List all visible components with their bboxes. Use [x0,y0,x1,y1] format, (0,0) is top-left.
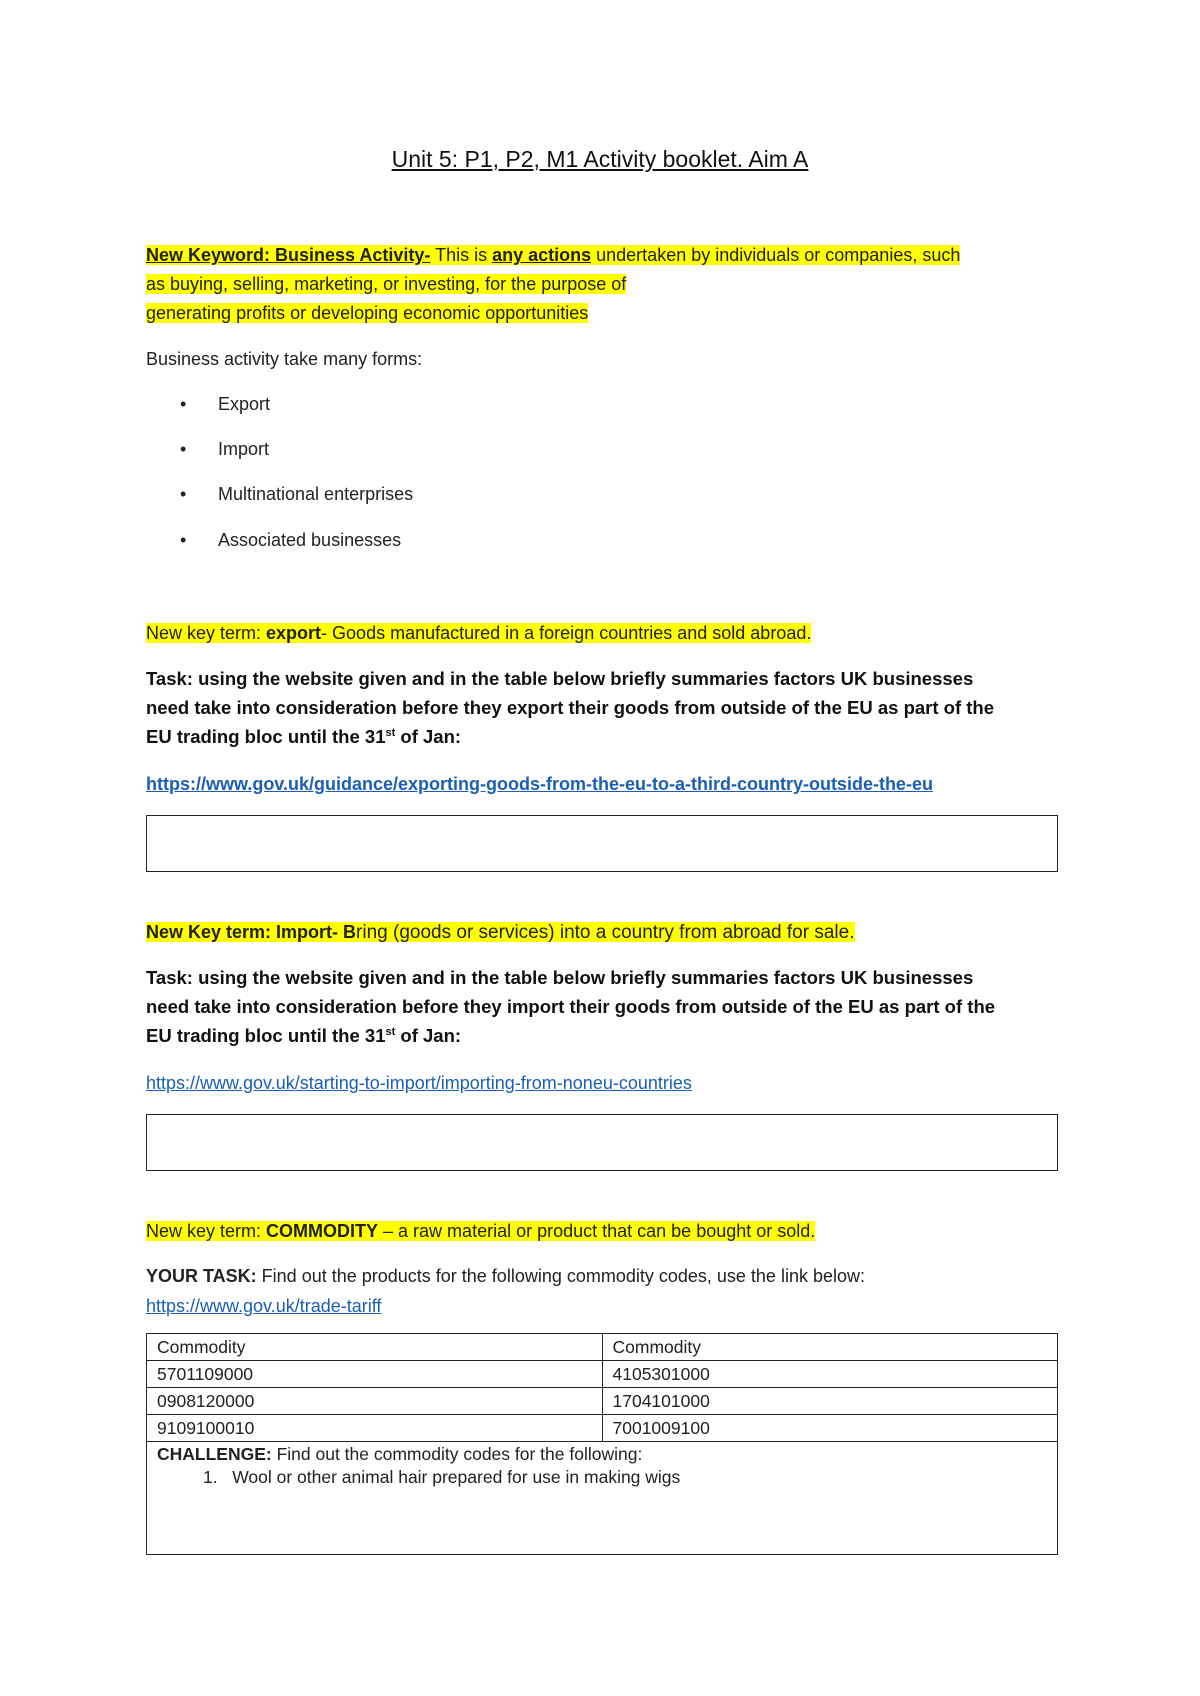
table-cell[interactable]: 4105301000 [602,1361,1058,1388]
table-header-cell: Commodity [602,1334,1058,1361]
table-cell[interactable]: 7001009100 [602,1415,1058,1442]
import-term: New Key term: Import- B [146,922,357,942]
import-task: Task: using the website given and in the table below briefly summaries factors UK businesses need take into consideration before they import their goods from outside of the EU as part of the EU trading bloc until the 31st of Jan: [146,967,996,1046]
export-term: export [266,623,322,643]
import-answer-box[interactable] [146,1114,1058,1171]
table-cell[interactable]: 9109100010 [147,1415,603,1442]
bullet-icon: • [180,439,187,459]
export-task: Task: using the website given and in the table below briefly summaries factors UK businesses need take into consideration before they export their goods from outside of the EU as part of the EU trading bloc until the 31st of Jan: [146,668,995,747]
export-link[interactable]: https://www.gov.uk/guidance/exporting-goods-from-the-eu-to-a-third-country-outside-the-eu [146,774,933,794]
import-link-line [146,1072,692,1094]
keyword-emphasis: any actions [492,245,592,265]
keyword-line-3: generating profits or developing economic opportunities [146,303,589,323]
table-cell[interactable]: 5701109000 [147,1361,603,1388]
trade-tariff-link[interactable]: https://www.gov.uk/trade-tariff [146,1296,382,1316]
commodity-task-line: YOUR TASK: Find out the products for the following commodity codes, use the link below: [146,1266,865,1286]
import-link[interactable]: https://www.gov.uk/starting-to-import/importing-from-noneu-countries [146,1073,692,1093]
table-header-cell: Commodity [147,1334,603,1361]
table-cell[interactable]: 0908120000 [147,1388,603,1415]
table-cell[interactable]: 1704101000 [602,1388,1058,1415]
commodity-term: COMMODITY [266,1221,379,1241]
forms-intro: Business activity take many forms: [146,349,423,369]
challenge-label: CHALLENGE: [157,1444,272,1464]
challenge-item: 1. Wool or other animal hair prepared for use in making wigs [203,1467,681,1487]
export-link-line [146,773,933,795]
list-item: Associated businesses [218,530,402,550]
keyword-label: New Keyword: Business Activity- [146,245,431,265]
list-item: Multinational enterprises [218,484,414,504]
your-task-label: YOUR TASK: [146,1266,257,1286]
commodity-term-line: New key term: COMMODITY – a raw material or product that can be bought or sold. [146,1221,816,1241]
keyword-line-1: New Keyword: Business Activity- This is any actions undertaken by individuals or companies, such [146,245,961,265]
commodity-table [146,1333,1058,1555]
list-item: Export [218,394,271,414]
table-row [147,1388,1058,1415]
challenge-row [147,1442,1058,1555]
commodity-link-line [146,1295,381,1317]
bullet-icon: • [180,394,187,414]
export-answer-box[interactable] [146,815,1058,872]
table-row [147,1415,1058,1442]
keyword-line-2: as buying, selling, marketing, or investing, for the purpose of [146,274,627,294]
import-term-line: New Key term: Import- Bring (goods or services) into a country from abroad for sale. [146,922,855,943]
bullet-icon: • [180,530,187,550]
table-header-row [147,1334,1058,1361]
page-title: Unit 5: P1, P2, M1 Activity booklet. Aim A [391,146,809,172]
export-term-line: New key term: export- Goods manufactured in a foreign countries and sold abroad. [146,623,812,643]
table-row [147,1361,1058,1388]
challenge-cell[interactable]: CHALLENGE: Find out the commodity codes for the following: 1. Wool or other animal hair prepared for use in making wigs [147,1442,1058,1555]
list-item: Import [218,439,270,459]
bullet-icon: • [180,484,187,504]
